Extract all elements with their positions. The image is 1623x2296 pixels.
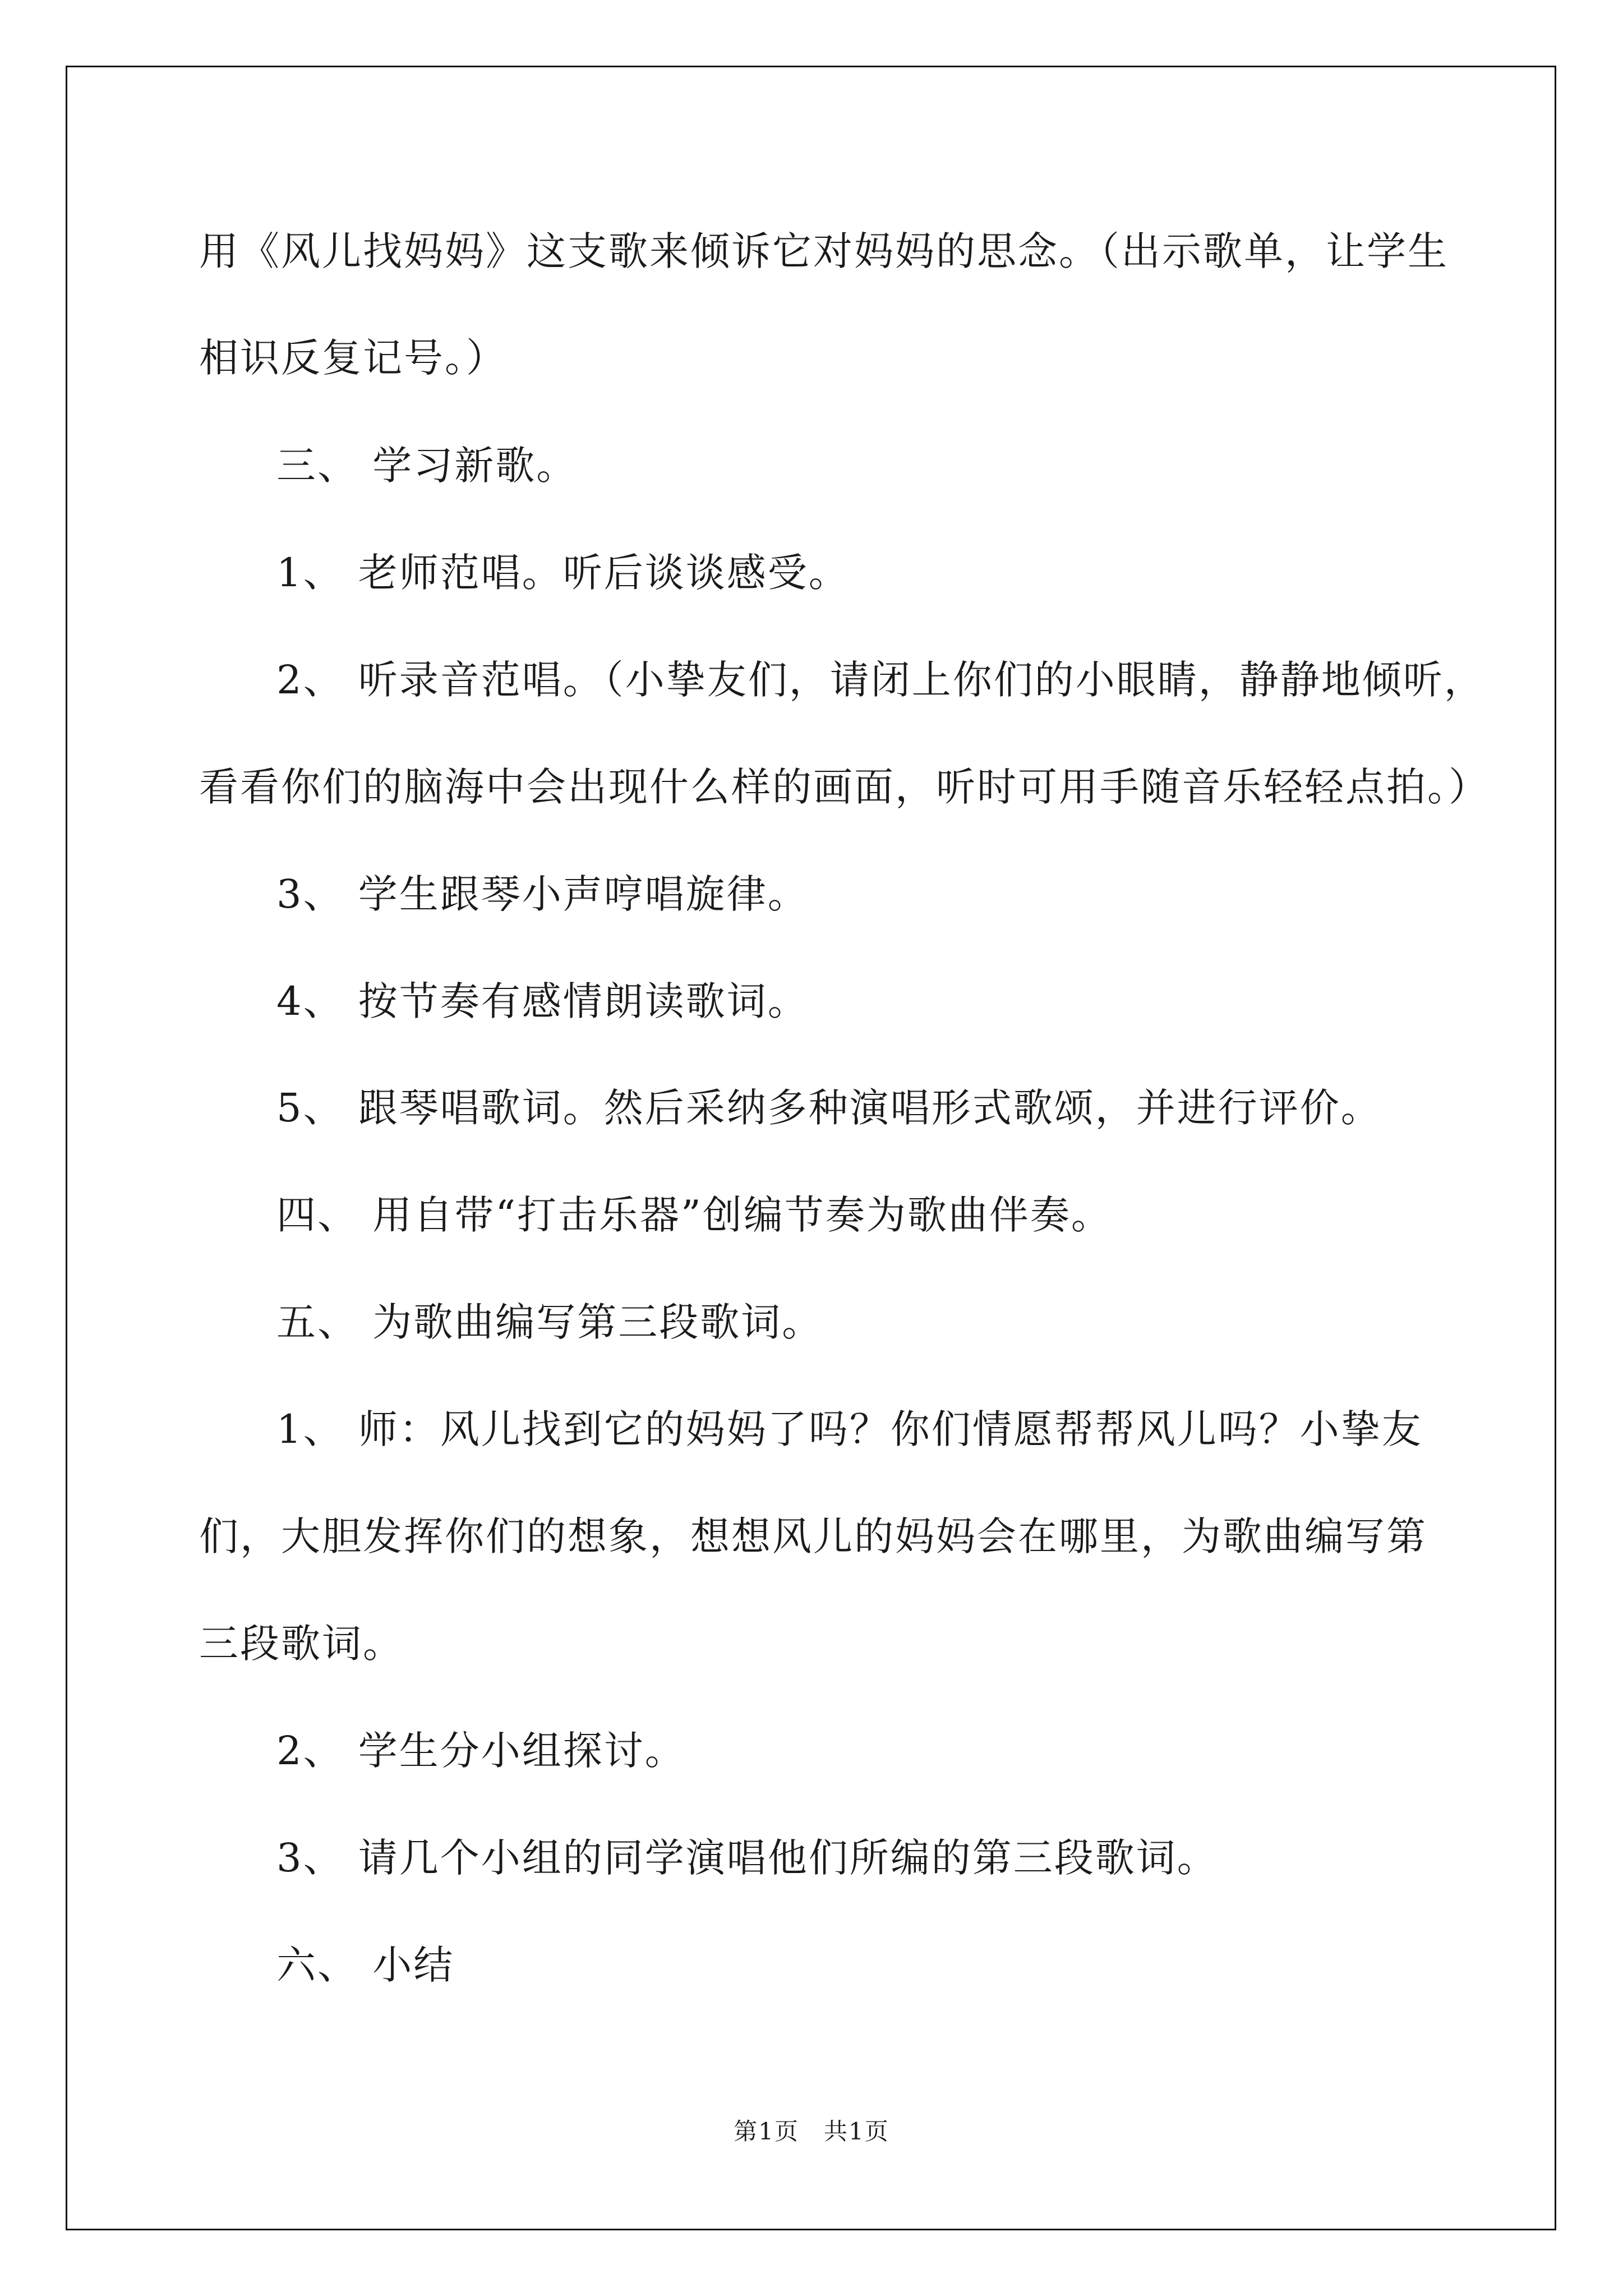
list-item: 3、 学生跟琴小声哼唱旋律。 bbox=[276, 871, 809, 917]
list-item: 1、 老师范唱。听后谈谈感受。 bbox=[276, 550, 850, 596]
section-heading: 四、 用自带“打击乐器”创编节奏为歌曲伴奏。 bbox=[276, 1192, 1112, 1238]
page-number-footer: 第1页 共1页 bbox=[734, 2118, 889, 2145]
paragraph-line: 相识反复记号。） bbox=[199, 335, 507, 381]
list-item: 3、 请几个小组的同学演唱他们所编的第三段歌词。 bbox=[276, 1835, 1218, 1881]
section-heading: 六、 小结 bbox=[276, 1942, 455, 1988]
list-item: 1、 师：风儿找到它的妈妈了吗？你们情愿帮帮风儿吗？小挚友 bbox=[276, 1406, 1423, 1452]
section-heading: 五、 为歌曲编写第三段歌词。 bbox=[276, 1299, 823, 1345]
paragraph-line: 用《风儿找妈妈》这支歌来倾诉它对妈妈的思念。（出示歌单，让学生 bbox=[199, 228, 1449, 274]
list-item: 4、 按节奏有感情朗读歌词。 bbox=[276, 978, 809, 1024]
list-item: 2、 听录音范唱。（小挚友们，请闭上你们的小眼睛，静静地倾听， bbox=[276, 657, 1485, 703]
section-heading: 三、 学习新歌。 bbox=[276, 443, 578, 489]
list-item: 5、 跟琴唱歌词。然后采纳多种演唱形式歌颂，并进行评价。 bbox=[276, 1085, 1382, 1131]
page-border bbox=[66, 66, 1556, 2230]
list-item: 2、 学生分小组探讨。 bbox=[276, 1728, 686, 1774]
paragraph-line: 三段歌词。 bbox=[199, 1621, 404, 1667]
paragraph-line: 看看你们的脑海中会出现什么样的画面，听时可用手随音乐轻轻点拍。） bbox=[199, 764, 1490, 810]
paragraph-line: 们，大胆发挥你们的想象，想想风儿的妈妈会在哪里，为歌曲编写第 bbox=[199, 1513, 1427, 1559]
